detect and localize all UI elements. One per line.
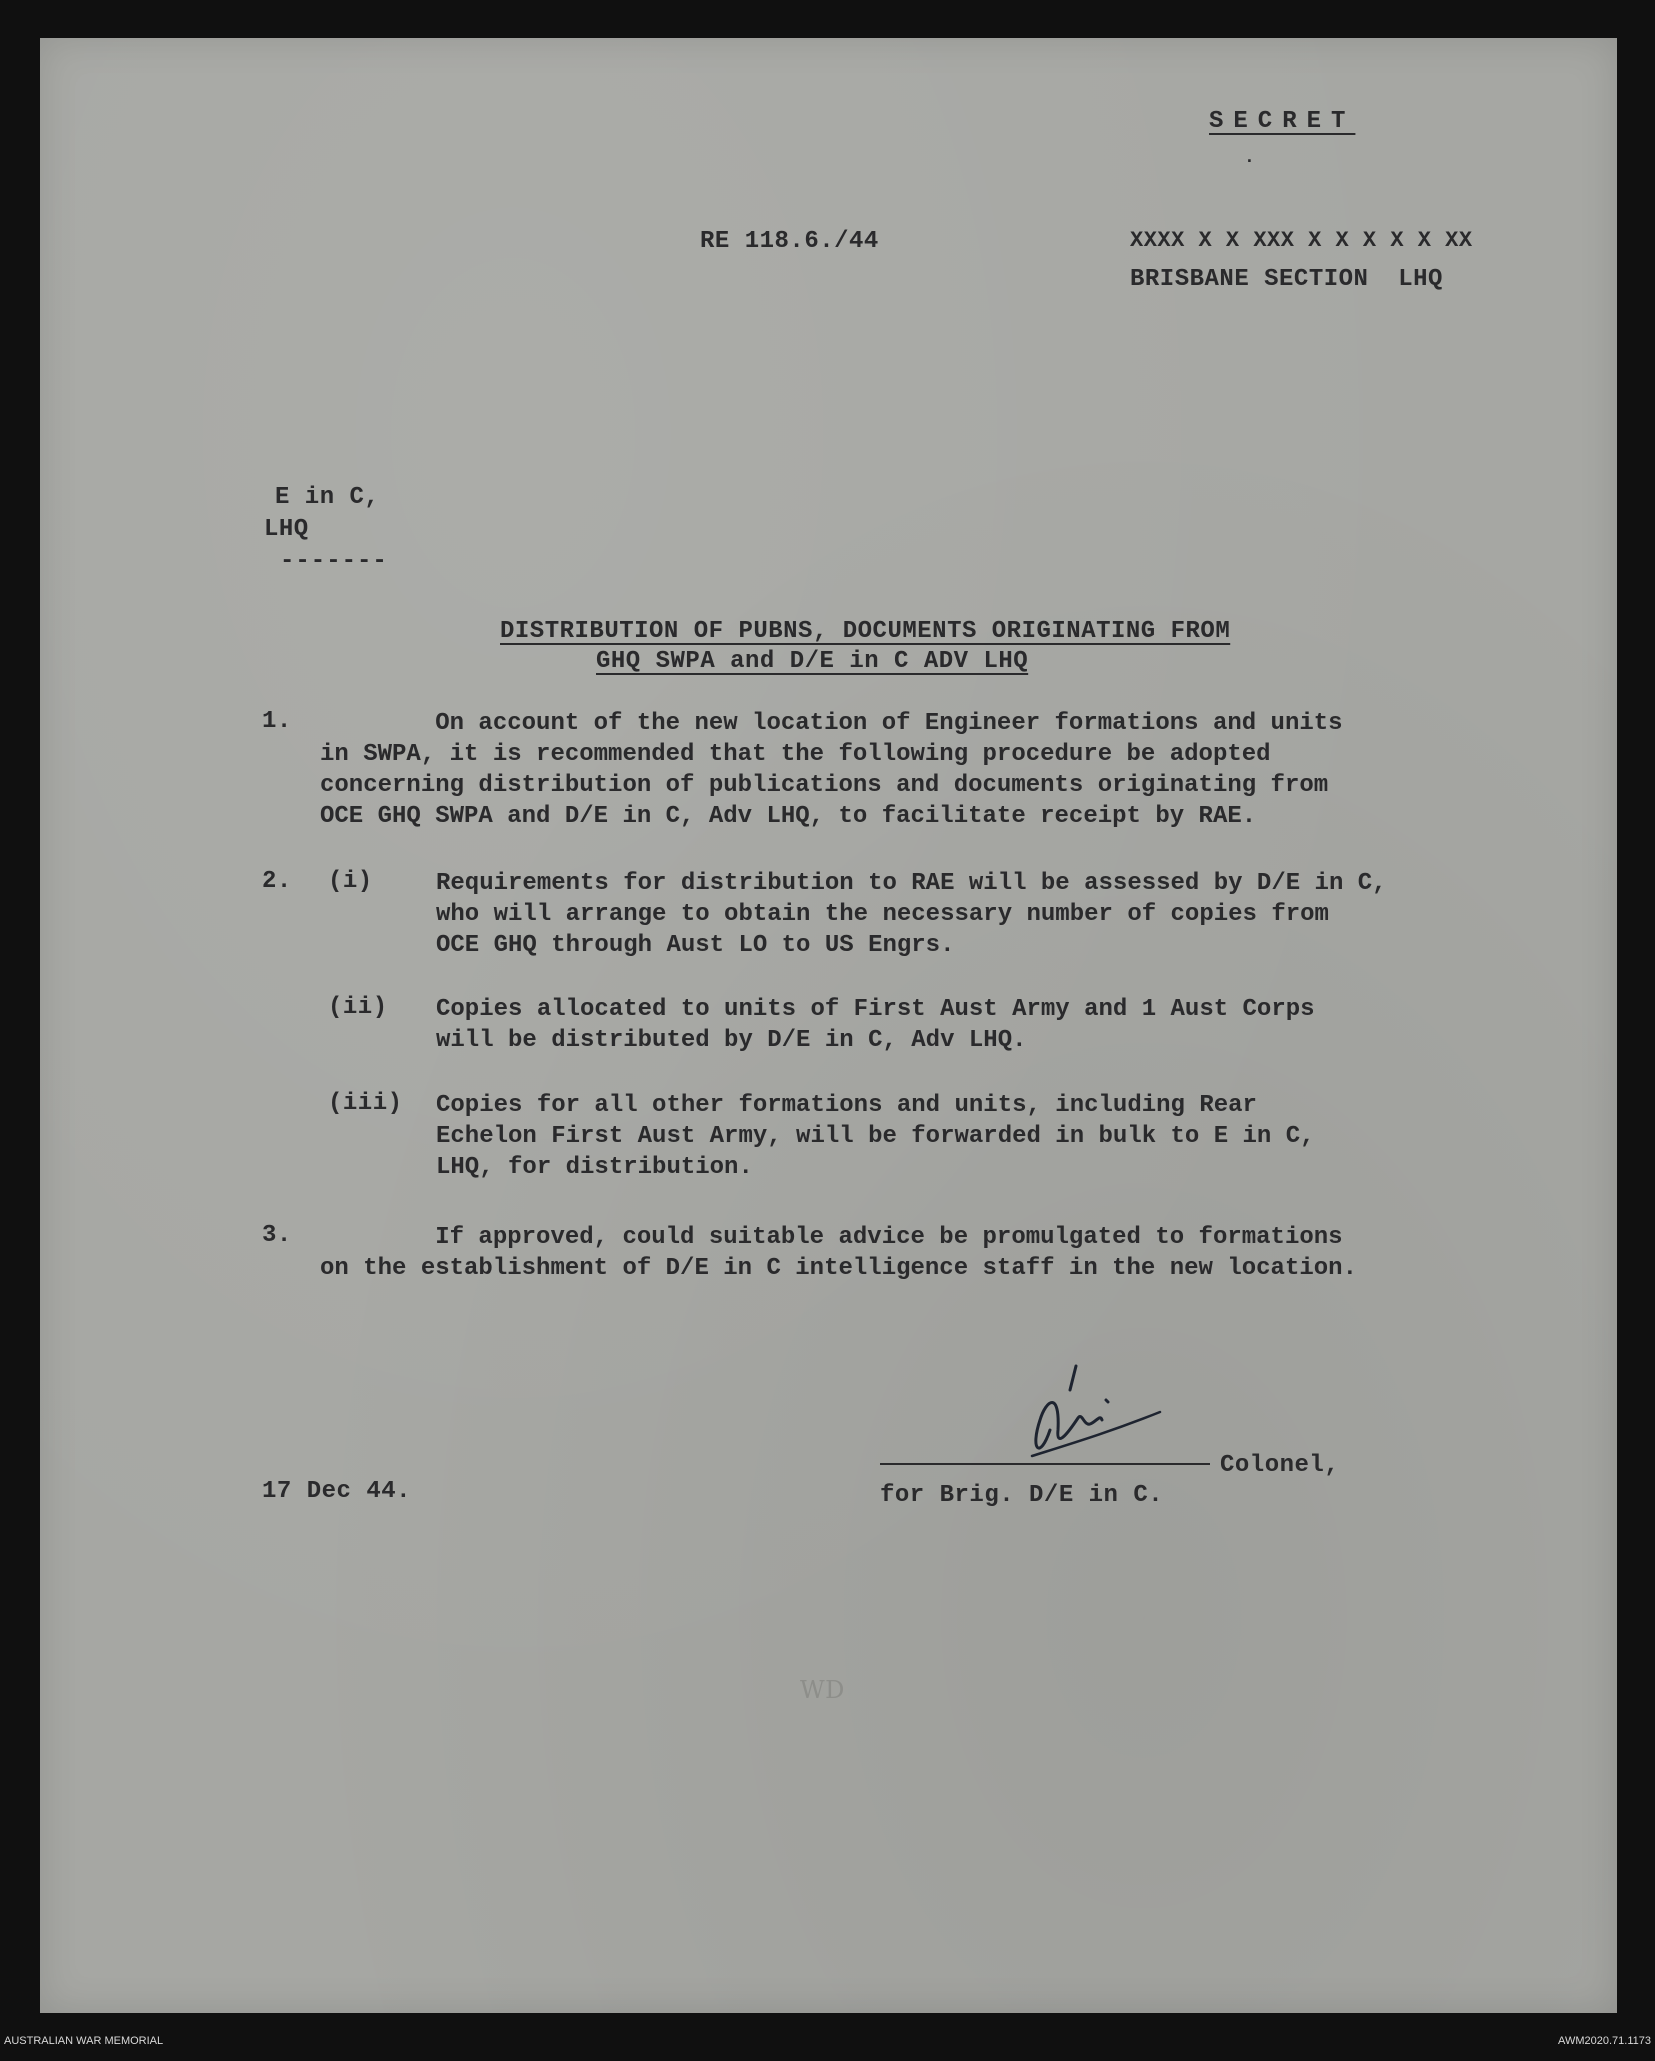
para-1-text: On account of the new location of Engineer formations and units in SWPA, it is recommended that the following procedure be adopted concerning distribution of publications and documents originating from OCE GHQ SWPA and D/E in C, Adv LHQ, to facilitate receipt by RAE. (320, 710, 1343, 830)
file-reference: RE 118.6./44 (700, 228, 879, 255)
para-2-number: 2. (262, 868, 292, 895)
classification-marking: SECRET (1209, 108, 1356, 135)
handwritten-signature (1010, 1360, 1190, 1480)
subject-line2: GHQ SWPA and D/E in C ADV LHQ (596, 648, 1029, 675)
para-3-text: If approved, could suitable advice be promulgated to formations on the establishment of D/E in C intelligence staff in the new location. (320, 1224, 1357, 1282)
handwritten-pencil-mark: WD (800, 1676, 845, 1704)
para-2-ii-text: Copies allocated to units of First Aust Army and 1 Aust Corps will be distributed by D/E in C, Adv LHQ. (436, 996, 1315, 1054)
from-address: BRISBANE SECTION LHQ (1130, 266, 1443, 293)
signatory-for-line: for Brig. D/E in C. (880, 1482, 1164, 1509)
archive-footer-right: AWM2020.71.1173 (1558, 2035, 1651, 2047)
addressee-line1: E in C, (275, 484, 380, 511)
para-3-number: 3. (262, 1222, 292, 1249)
para-2-iii-text: Copies for all other formations and units, including Rear Echelon First Aust Army, will be forwarded in bulk to E in C, LHQ, for distribution. (436, 1092, 1315, 1181)
para-2-i-text: Requirements for distribution to RAE will be assessed by D/E in C, who will arrange to obtain the necessary number of copies from OCE GHQ through Aust LO to US Engrs. (436, 870, 1387, 959)
date-line: 17 Dec 44. (262, 1478, 412, 1505)
para-1-number: 1. (262, 708, 292, 735)
stray-dot: . (1244, 148, 1256, 168)
signatory-rank: Colonel, (1220, 1452, 1340, 1479)
para-2-ii-label: (ii) (328, 994, 388, 1021)
para-2-iii-label: (iii) (328, 1090, 403, 1117)
addressee-line2: LHQ (264, 516, 309, 543)
struck-address: XXXX X X XXX X X X X X XX (1130, 228, 1473, 253)
archive-footer-left: AUSTRALIAN WAR MEMORIAL (4, 2035, 164, 2047)
para-2-i-label: (i) (328, 868, 373, 895)
subject-line1: DISTRIBUTION OF PUBNS, DOCUMENTS ORIGINATING FROM (500, 618, 1231, 645)
addressee-rule: ------- (280, 548, 388, 575)
